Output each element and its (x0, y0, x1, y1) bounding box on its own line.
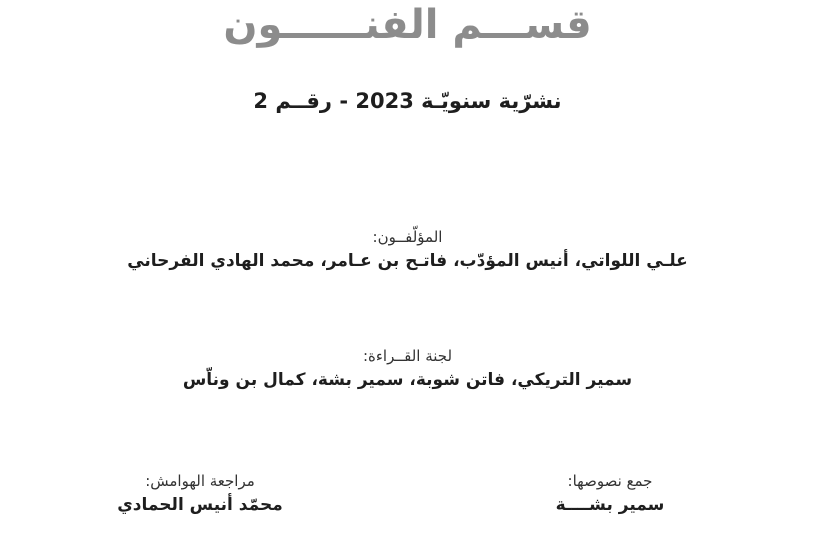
page-title: قســـم الفنــــــون (223, 2, 592, 48)
reading-committee-label: لجنة القــراءة: (362, 347, 453, 365)
compilation-section (500, 470, 720, 518)
footnotes-review-name: محمّد أنيس الحمادي (117, 495, 283, 515)
compilation-label: جمع نصوصها: (567, 472, 653, 490)
reading-committee-names: سمير التريكي، فاتن شوبة، سمير بشة، كمال بن وناّس (182, 370, 633, 390)
authors-section (0, 226, 815, 274)
reading-committee-section (0, 345, 815, 393)
page-subtitle: نشرّية سنويّـة 2023 - رقــم 2 (253, 89, 562, 113)
authors-names: علـي اللواتي، أنيس المؤدّب، فاتـح بن عـامر، محمد الهادي الفرحاني (127, 251, 688, 271)
authors-label: المؤلّفــون: (372, 228, 443, 246)
footnotes-review-label: مراجعة الهوامش: (145, 472, 255, 490)
compilation-name: سمير بشــــة (555, 495, 665, 515)
footnotes-review-section (90, 470, 310, 518)
